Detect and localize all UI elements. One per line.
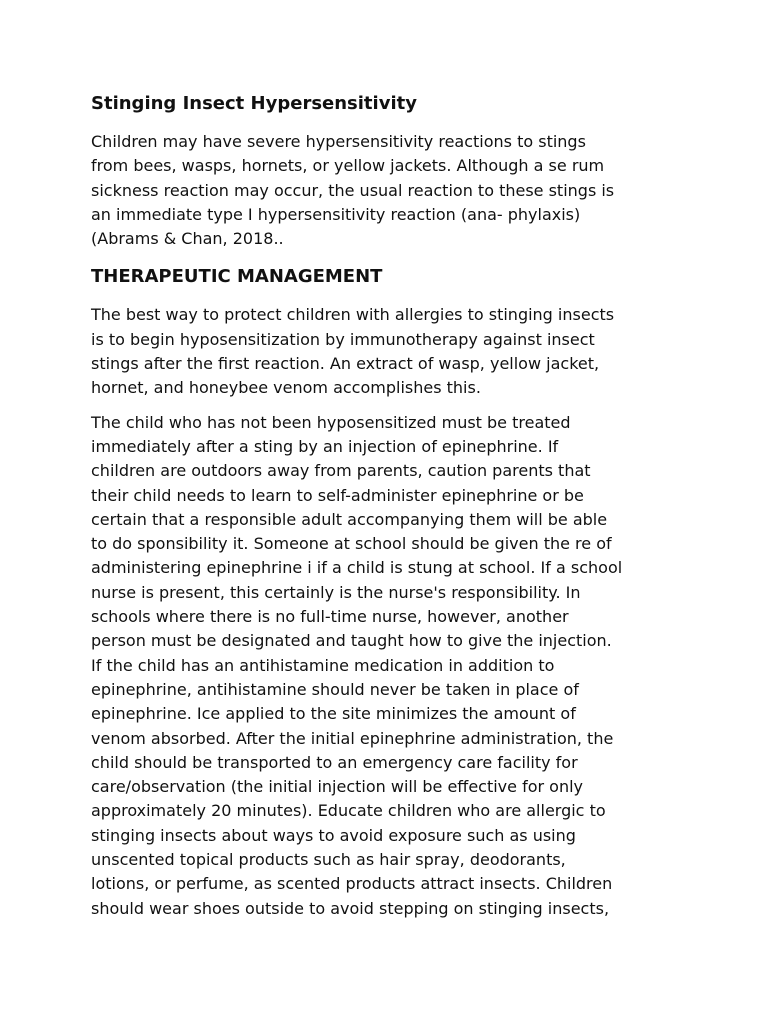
paragraph-line: administering epinephrine i if a child is stung at school. If a school bbox=[91, 558, 623, 578]
paragraph-line: The best way to protect children with allergies to stinging insects bbox=[91, 305, 615, 325]
paragraph-line: is to begin hyposensitization by immunotherapy against insect bbox=[91, 329, 595, 349]
paragraph-line: approximately 20 minutes). Educate children who are allergic to bbox=[91, 801, 606, 821]
paragraph-epinephrine bbox=[91, 411, 691, 921]
paragraph-line: epinephrine. Ice applied to the site minimizes the amount of bbox=[91, 704, 576, 724]
paragraph-line: should wear shoes outside to avoid stepping on stinging insects, bbox=[91, 898, 610, 918]
intro-line: from bees, wasps, hornets, or yellow jackets. Although a se rum bbox=[91, 156, 605, 176]
paragraph-line: immediately after a sting by an injection of epinephrine. If bbox=[91, 436, 559, 456]
intro-line: sickness reaction may occur, the usual reaction to these stings is bbox=[91, 180, 615, 200]
paragraph-line: If the child has an antihistamine medication in addition to bbox=[91, 655, 555, 675]
paragraph-line: care/observation (the initial injection will be effective for only bbox=[91, 777, 583, 797]
paragraph-line: certain that a responsible adult accompanying them will be able bbox=[91, 509, 608, 529]
paragraph-line: schools where there is no full-time nurse, however, another bbox=[91, 607, 569, 627]
intro-paragraph bbox=[91, 130, 691, 251]
paragraph-line: unscented topical products such as hair spray, deodorants, bbox=[91, 850, 566, 870]
paragraph-line: lotions, or perfume, as scented products attract insects. Children bbox=[91, 874, 613, 894]
paragraph-line: child should be transported to an emergency care facility for bbox=[91, 752, 578, 772]
paragraph-line: their child needs to learn to self-administer epinephrine or be bbox=[91, 485, 584, 505]
paragraph-line: hornet, and honeybee venom accomplishes this. bbox=[91, 378, 481, 398]
paragraph-line: stings after the first reaction. An extract of wasp, yellow jacket, bbox=[91, 354, 600, 374]
section-heading: THERAPEUTIC MANAGEMENT bbox=[91, 266, 383, 288]
intro-line: an immediate type I hypersensitivity reaction (ana- phylaxis) bbox=[91, 204, 581, 224]
paragraph-line: venom absorbed. After the initial epinephrine administration, the bbox=[91, 728, 614, 748]
paragraph-line: epinephrine, antihistamine should never be taken in place of bbox=[91, 679, 579, 699]
paragraph-line: to do sponsibility it. Someone at school should be given the re of bbox=[91, 534, 612, 554]
intro-line: Children may have severe hypersensitivity reactions to stings bbox=[91, 132, 586, 151]
paragraph-line: stinging insects about ways to avoid exposure such as using bbox=[91, 825, 576, 845]
document-title: Stinging Insect Hypersensitivity bbox=[91, 93, 417, 114]
paragraph-immunotherapy bbox=[91, 303, 691, 400]
paragraph-line: person must be designated and taught how to give the injection. bbox=[91, 631, 612, 651]
document-body bbox=[91, 92, 691, 931]
paragraph-line: nurse is present, this certainly is the nurse's responsibility. In bbox=[91, 582, 581, 602]
paragraph-line: The child who has not been hyposensitized must be treated bbox=[91, 412, 571, 432]
paragraph-line: children are outdoors away from parents, caution parents that bbox=[91, 461, 591, 481]
intro-line: (Abrams & Chan, 2018.. bbox=[91, 229, 284, 249]
